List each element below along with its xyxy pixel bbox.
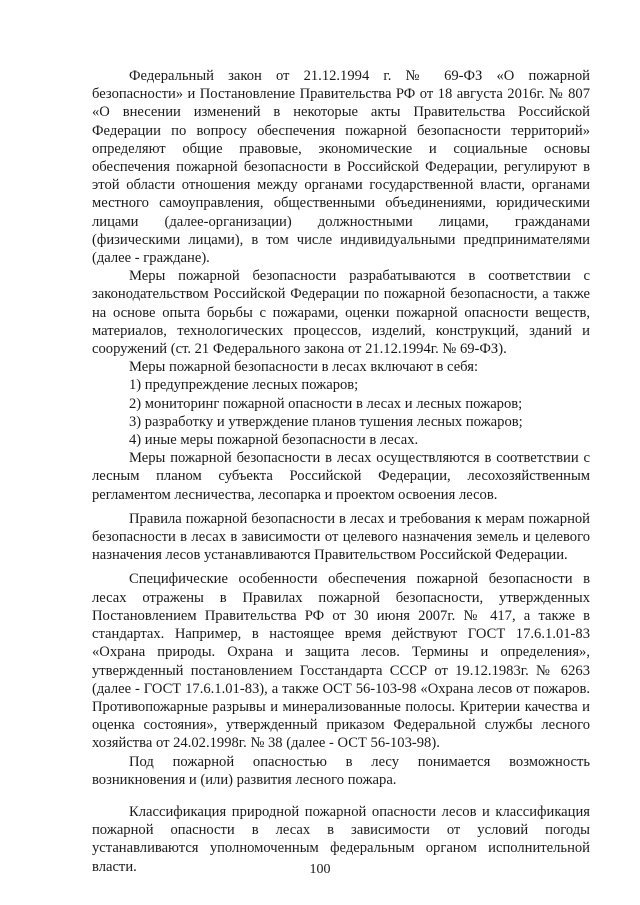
paragraph-fire-safety-measures: Меры пожарной безопасности разрабатываются в соответствии с законодательством Российской Федерации по пожарной безопасности, а также на основе опыта борьбы с пожарами, оценки пожарной опасности веществ, материалов, технологических процессов, изделий, конструкций, зданий и сооружений (ст. 21 Федерального закона от 21.12.1994г. № 69-ФЗ). [92, 268, 590, 358]
paragraph-forest-measures-intro: Меры пожарной безопасности в лесах включают в себя: [129, 359, 478, 376]
body-text [92, 67, 590, 876]
list-item-1: 1) предупреждение лесных пожаров; [129, 377, 359, 394]
list-item-2: 2) мониторинг пожарной опасности в лесах и лесных пожаров; [129, 395, 523, 412]
paragraph-fire-danger-definition: Под пожарной опасностью в лесу понимается возможность возникновения и (или) развития лесного пожара. [92, 753, 590, 788]
paragraph-federal-law: Федеральный закон от 21.12.1994 г. № 69-ФЗ «О пожарной безопасности» и Постановление Правительства РФ от 18 августа 2016г. № 807 «О внесении изменений в некоторые акты Правительства Российской Федерации по вопросу обеспечения пожарной безопасности территорий» определяют общие правовые, экономические и социальные основы обеспечения пожарной безопасности в Российской Федерации, регулируют в этой области отношения между органами государственной власти, органами местного самоуправления, общественными объединениями, юридическими лицами (далее-организации) должностными лицами, гражданами (физическими лицами), в том числе индивидуальными предпринимателями (далее - граждане). [92, 68, 590, 267]
paragraph-fire-rules: Правила пожарной безопасности в лесах и требования к мерам пожарной безопасности в лесах в зависимости от целевого назначения земель и целевого назначения лесов устанавливаются Правительством Российской Федерации. [92, 510, 590, 564]
paragraph-forest-plan: Меры пожарной безопасности в лесах осуществляются в соответствии с лесным планом субъекта Российской Федерации, лесохозяйственным регламентом лесничества, лесопарка и проектом освоения лесов. [92, 450, 590, 503]
paragraph-classification: Классификация природной пожарной опасности лесов и классификация пожарной опасности в лесах в зависимости от условий погоды устанавливаются уполномоченным федеральным органом исполнительной власти. [92, 803, 590, 875]
list-item-3: 3) разработку и утверждение планов тушения лесных пожаров; [129, 413, 523, 430]
paragraph-standards: Специфические особенности обеспечения пожарной безопасности в лесах отражены в Правилах пожарной безопасности, утвержденных Постановлением Правительства РФ от 30 июня 2007г. № 417, а также в стандартах. Например, в настоящее время действуют ГОСТ 17.6.1.01-83 «Охрана природы. Охрана и защита лесов. Термины и определения», утвержденный постановлением Госстандарта СССР от 19.12.1983г. № 6263 (далее - ГОСТ 17.6.1.01-83), а также ОСТ 56-103-98 «Охрана лесов от пожаров. Противопожарные разрывы и минерализованные полосы. Критерии качества и оценка состояния», утвержденный приказом Федеральной службы лесного хозяйства от 24.02.1998г. № 38 (далее - ОСТ 56-103-98). [92, 571, 590, 752]
list-item-4: 4) иные меры пожарной безопасности в лесах. [129, 432, 419, 449]
page-number: 100 [309, 862, 331, 877]
